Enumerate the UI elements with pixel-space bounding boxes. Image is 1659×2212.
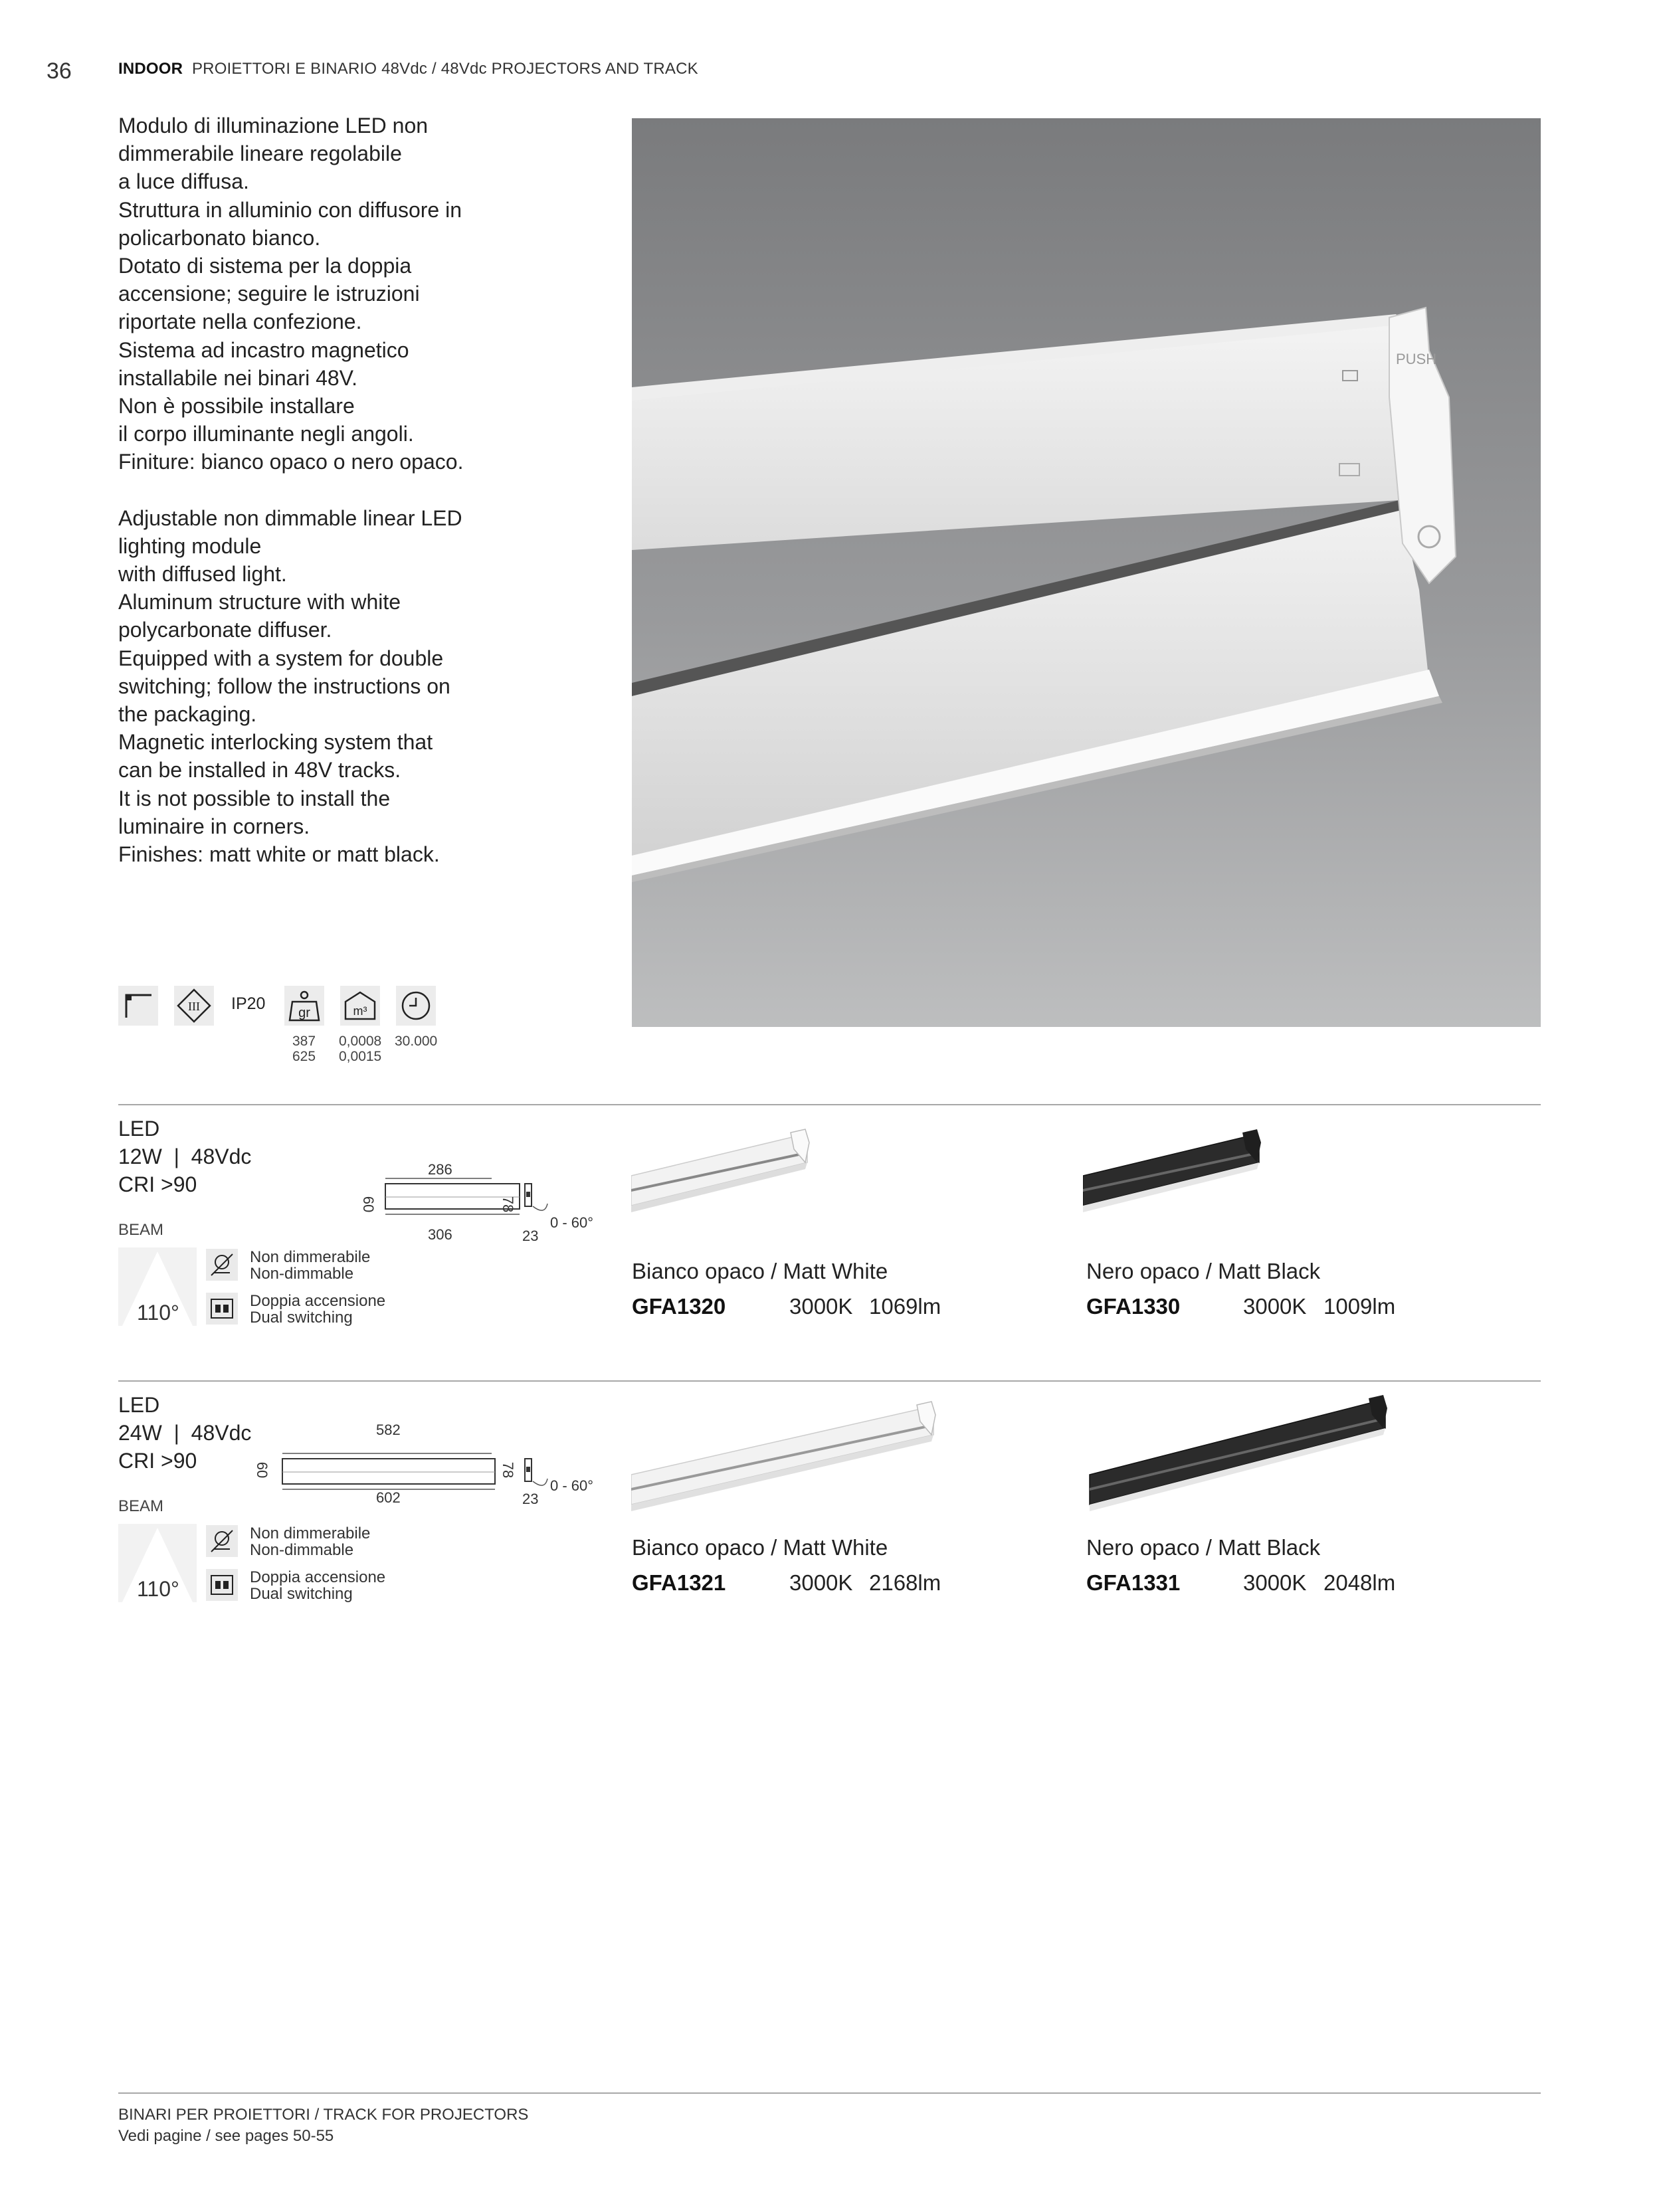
power-voltage: 12W | 48Vdc [118,1145,252,1168]
section-subtitle: PROIETTORI E BINARIO 48Vdc / 48Vdc PROJECTORS AND TRACK [191,60,698,78]
product-code: GFA1321 [632,1570,726,1595]
beam-angle: 110° [137,1577,179,1601]
description-en-line: can be installed in 48V tracks. [118,758,401,783]
track-mount-icon [118,986,158,1026]
description-en-line: luminaire in corners. [118,814,310,838]
dim-depth: 78 [500,1461,517,1479]
weight-value-1: 387 [292,1034,316,1049]
luminous-flux: 2168lm [869,1570,941,1595]
description-en-line: switching; follow the instructions on [118,674,450,698]
lifetime-value: 30.000 [395,1034,438,1049]
dim-inner-length: 286 [428,1161,452,1178]
dim-depth: 78 [500,1196,517,1213]
description-en-line: Magnetic interlocking system that [118,730,433,755]
dim-tilt: 0 - 60° [550,1214,594,1231]
finish-white-label: Bianco opaco / Matt White [632,1535,888,1560]
svg-text:III: III [188,1000,200,1013]
black-variant-image [1083,1123,1262,1222]
clock-icon [396,986,436,1026]
push-label: PUSH [1396,351,1437,367]
white-variant-image [631,1395,937,1515]
non-dimmable-icon [206,1525,238,1557]
description-english [118,504,504,869]
volume-value-1: 0,0008 [339,1034,382,1049]
feature-dual-switching: Doppia accensione Dual switching [250,1292,386,1327]
ip-rating: IP20 [231,994,266,1013]
feature-dual-switching: Doppia accensione Dual switching [250,1568,386,1603]
product-description [118,112,504,868]
description-en-line: Adjustable non dimmable linear LED [118,506,462,530]
description-it-line: Sistema ad incastro magnetico [118,337,409,362]
beam-angle: 110° [137,1301,179,1325]
description-it-line: il corpo illuminante negli angoli. [118,422,414,446]
light-source: LED [118,1117,160,1141]
dim-outer-length: 602 [376,1489,401,1506]
footer-track-link: BINARI PER PROIETTORI / TRACK FOR PROJECTORS [118,2106,529,2124]
volume-icon [340,986,380,1026]
description-en-line: the packaging. [118,702,257,727]
cri-value: CRI >90 [118,1449,197,1473]
white-variant-image [631,1123,811,1222]
weight-value-2: 625 [292,1049,316,1064]
description-en-line: with diffused light. [118,562,287,587]
beam-label: BEAM [118,1497,164,1515]
volume-value-2: 0,0015 [339,1049,382,1064]
finish-white-label: Bianco opaco / Matt White [632,1259,888,1283]
color-temperature: 3000K [789,1570,853,1595]
description-en-line: Aluminum structure with white [118,590,401,614]
description-it-line: Modulo di illuminazione LED non [118,114,429,138]
product-code: GFA1320 [632,1294,726,1319]
description-it-line: Non è possibile installare [118,394,355,418]
dim-width: 23 [522,1491,539,1507]
luminous-flux: 2048lm [1323,1570,1396,1595]
dim-outer-length: 306 [428,1226,452,1243]
dimension-drawing-12w [359,1169,585,1249]
dimension-drawing-24w [266,1445,585,1525]
color-temperature: 3000K [1243,1570,1307,1595]
weight-icon [284,986,324,1026]
dual-switch-icon [206,1293,238,1325]
description-it-line: a luce diffusa. [118,169,249,194]
description-it-line: Struttura in alluminio con diffusore in [118,197,462,222]
luminous-flux: 1069lm [869,1294,941,1319]
class-iii-icon [174,986,214,1026]
description-en-line: polycarbonate diffuser. [118,618,332,642]
divider-1 [118,1104,1541,1105]
description-en-line: It is not possible to install the [118,786,391,810]
color-temperature: 3000K [1243,1294,1307,1319]
dim-height: 60 [360,1196,377,1213]
description-it-line: dimmerabile lineare regolabile [118,141,402,166]
light-source: LED [118,1393,160,1417]
power-voltage: 24W | 48Vdc [118,1421,252,1445]
black-variant-image [1083,1388,1389,1515]
section-title: INDOOR [118,60,183,78]
svg-text:gr: gr [298,1006,310,1020]
description-it-line: accensione; seguire le istruzioni [118,282,420,306]
product-code: GFA1330 [1086,1294,1181,1319]
dim-height: 60 [254,1461,271,1479]
description-it-line: Finiture: bianco opaco o nero opaco. [118,450,464,474]
footer-pages-ref: Vedi pagine / see pages 50-55 [118,2127,334,2145]
color-temperature: 3000K [789,1294,853,1319]
description-en-line: Finishes: matt white or matt black. [118,842,440,867]
description-en-line: Equipped with a system for double [118,646,444,670]
description-italian [118,112,504,476]
page-header [118,60,698,78]
description-en-line: lighting module [118,533,262,558]
hero-product-image [632,118,1541,1027]
description-it-line: Dotato di sistema per la doppia [118,254,412,278]
feature-non-dimmable: Non dimmerabile Non-dimmable [250,1524,371,1559]
svg-text:m³: m³ [353,1004,367,1018]
description-it-line: policarbonato bianco. [118,225,321,250]
description-it-line: riportate nella confezione. [118,310,362,334]
dim-width: 23 [522,1228,539,1244]
feature-non-dimmable: Non dimmerabile Non-dimmable [250,1248,371,1283]
finish-black-label: Nero opaco / Matt Black [1086,1259,1321,1283]
product-code: GFA1331 [1086,1570,1181,1595]
luminous-flux: 1009lm [1323,1294,1396,1319]
dim-inner-length: 582 [376,1422,401,1438]
cri-value: CRI >90 [118,1172,197,1196]
footer-divider [118,2092,1541,2094]
divider-2 [118,1380,1541,1382]
beam-label: BEAM [118,1221,164,1239]
dual-switch-icon [206,1569,238,1601]
finish-black-label: Nero opaco / Matt Black [1086,1535,1321,1560]
page-number: 36 [47,58,72,84]
non-dimmable-icon [206,1249,238,1281]
description-it-line: installabile nei binari 48V. [118,365,357,390]
dim-tilt: 0 - 60° [550,1477,594,1494]
